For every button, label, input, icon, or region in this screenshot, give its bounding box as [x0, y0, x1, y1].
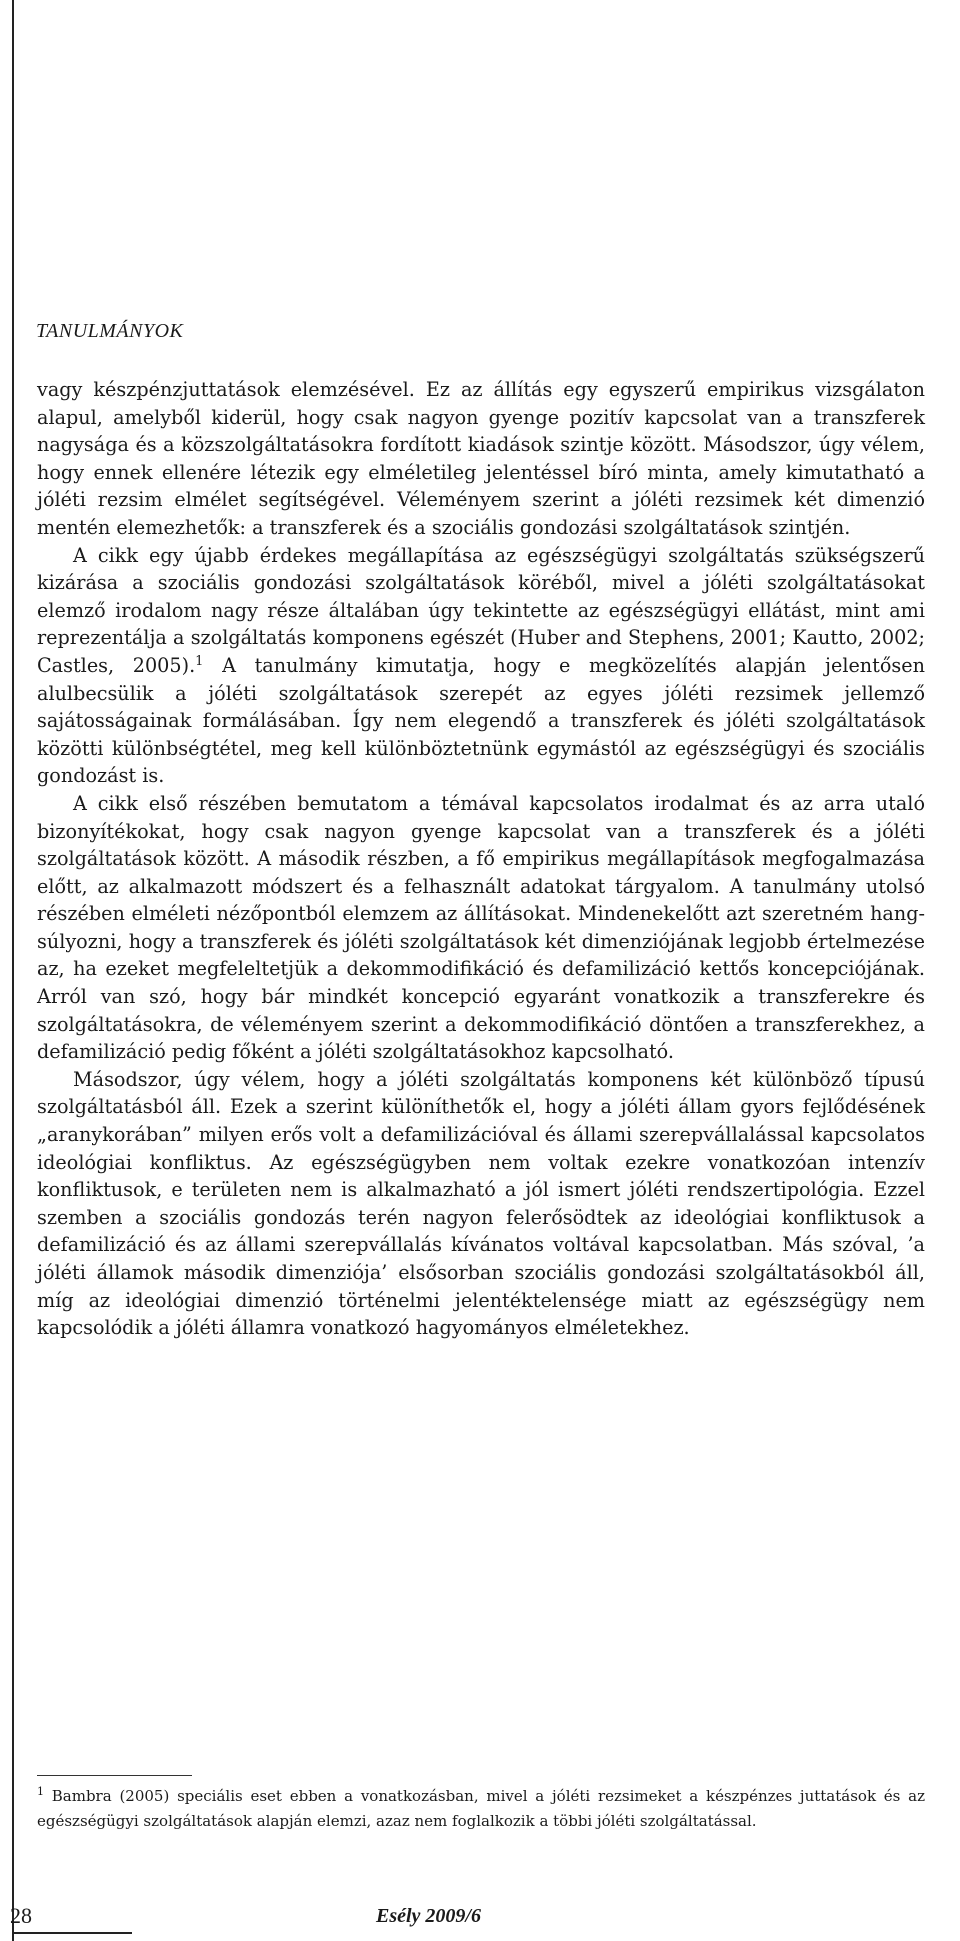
journal-name: Esély 2009/6	[376, 1905, 481, 1927]
paragraph-3: A cikk első részében bemutatom a témával kapcsolatos irodalmat és az arra utaló bizonyítékokat, hogy csak nagyon gyenge kapcsolat van a transzferek és a jóléti szolgáltatások között. A második részben, a fő empirikus megállapítások megfogalmazása előtt, az alkalmazott módszert és a felhasznált adatokat tárgyalom. A tanulmány utolsó részében elméleti nézőpontból elemzem az állításokat. Mindenekelőtt azt szeretném hangsúlyozni, hogy a transzferek és jóléti szolgáltatások két dimenziójának legjobb értelmezése az, ha ezeket megfeleltetjük a dekommodifikáció és defamilizáció kettős koncepciójának. Arról van szó, hogy bár mindkét koncepció egyaránt vonatkozik a transzferekre és szolgáltatásokra, de véleményem szerint a dekommodifikáció döntően a transzferekhez, a defamilizáció pedig főként a jóléti szolgáltatásokhoz kapcsolható.	[37, 791, 925, 1064]
paragraph-2-part-1: A cikk egy újabb érdekes megállapítása az egészségügyi szolgáltatás szükségszerű kizárása a szociális gondozási szolgáltatások köréből, mivel a jóléti szolgáltatásokat elemző irodalom nagy része általában úgy tekintette az egészségügyi ellátást, mint ami reprezentálja a szolgáltatás komponens egészét (Huber and Stephens, 2001; Kautto, 2002; Castles, 2005).	[37, 543, 925, 677]
article-body	[37, 376, 925, 1342]
footnote-number: 1	[37, 1785, 44, 1798]
page-number: 28	[10, 1903, 32, 1928]
paragraph-4: Másodszor, úgy vélem, hogy a jóléti szolgáltatás komponens két különböző típusú szolgáltatásból áll. Ezek a szerint különíthetők el, hogy a jóléti állam gyors fejlődésének „aranykorában” milyen erős volt a defamilizációval és állami szerepvállalással kapcsolatos ideológiai konfliktus. Az egészségügyben nem voltak ezekre vonatkozóan intenzív konfliktusok, e területen nem is alkalmazható a jól ismert jóléti rendszertipológia. Ezzel szemben a szociális gondozás terén nagyon felerősödtek az ideológiai konfliktusok a defamilizáció és az állami szerepvállalás kívánatos voltával kapcsolatban. Más szóval, ’a jóléti államok második dimenziója’ elsősorban szociális gondozási szolgáltatásokból áll, míg az ideológiai dimenzió történelmi jelentéktelensége miatt az egészségügy nem kapcsolódik a jóléti államra vonatkozó hagyományos elméletekhez.	[37, 1067, 925, 1340]
section-header: TANULMÁNYOK	[36, 320, 184, 342]
footer-rule	[12, 1932, 132, 1934]
paragraph-2-part-2: A tanulmány kimutatja, hogy e megközelítés alapján jelentősen alulbecsülik a jóléti szolgáltatások szerepét az egyes jóléti rezsimek jellemző sajátosságainak formálásában. Így nem elegendő a transzferek és jóléti szolgáltatások közötti különbségtétel, meg kell különböztetnünk egymástól az egészségügyi és szociális gondozást is.	[37, 653, 925, 788]
paragraph-2	[37, 542, 925, 790]
paragraph-1: vagy készpénzjuttatások elemzésével. Ez az állítás egy egyszerű empirikus vizsgálaton alapul, amelyből kiderül, hogy csak nagyon gyenge pozitív kapcsolat van a transzferek nagysága és a közszolgáltatásokra fordított kiadások szintje között. Másodszor, úgy vélem, hogy ennek ellenére létezik egy elméletileg jelentéssel bíró minta, amely kimutatható a jóléti rezsim elmélet segítségével. Véleményem szerint a jóléti rezsimek két dimenzió mentén elemezhetők: a transzferek és a szociális gondozási szolgáltatások szintjén.	[37, 378, 925, 539]
footnote	[37, 1784, 925, 1833]
footnote-text: Bambra (2005) speciális eset ebben a vonatkozásban, mivel a jóléti rezsimeket a készpénzes juttatások és az egészségügyi szolgáltatások alapján elemzi, azaz nem foglalkozik a többi jóléti szolgáltatással.	[37, 1787, 925, 1830]
footnote-reference[interactable]: 1	[195, 653, 204, 669]
margin-rule	[12, 0, 14, 1941]
footnote-divider	[37, 1775, 192, 1776]
